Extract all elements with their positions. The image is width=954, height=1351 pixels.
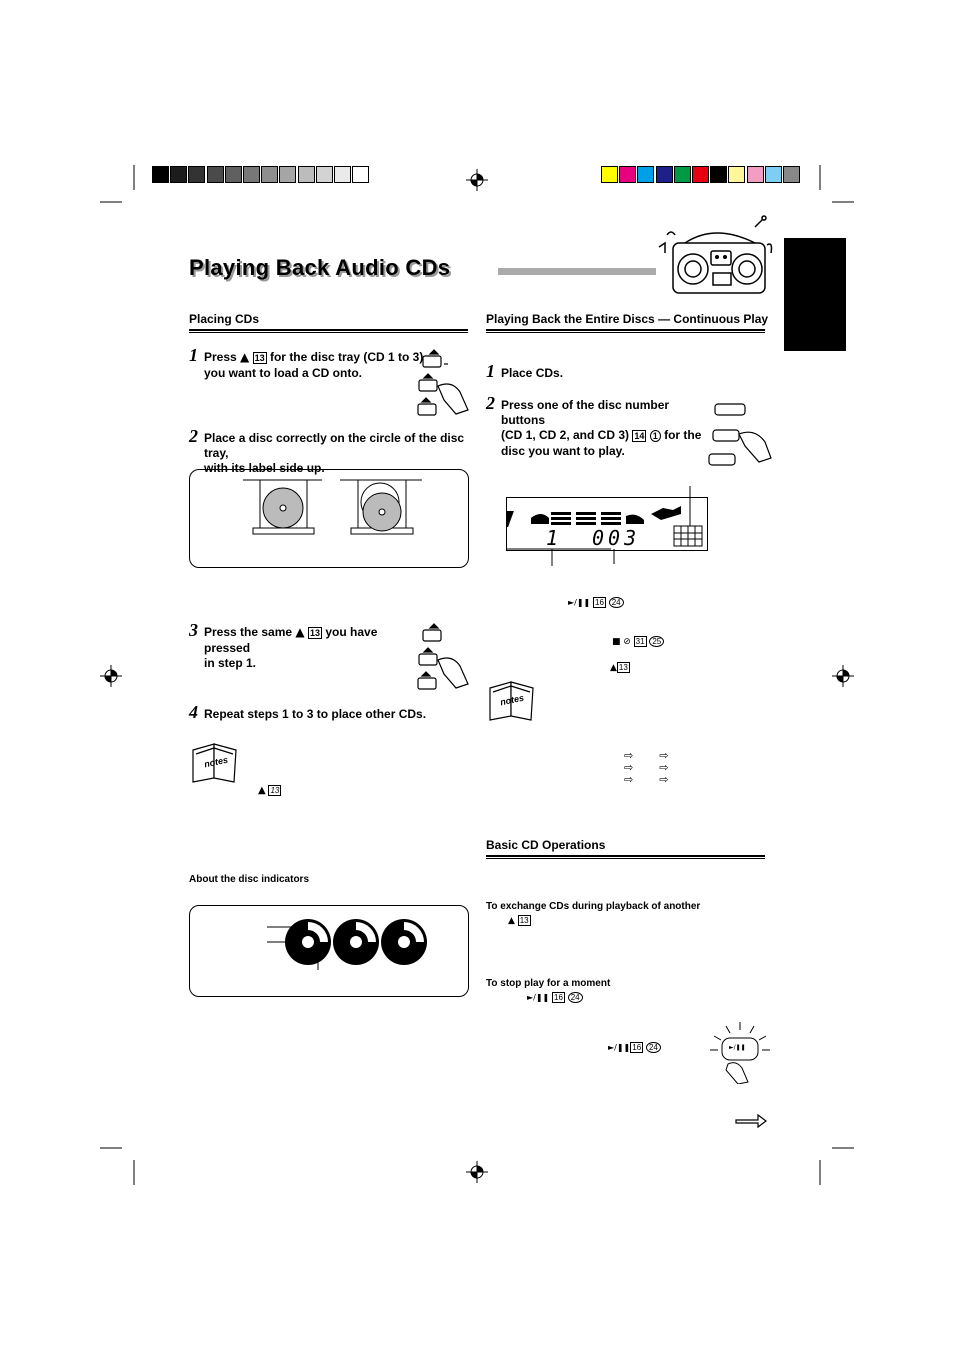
step-number: 1 bbox=[486, 361, 495, 381]
color-swatch bbox=[152, 166, 169, 183]
continuous-play-heading: Playing Back the Entire Discs — Continuous Play bbox=[486, 312, 769, 326]
color-swatch bbox=[170, 166, 187, 183]
step-4-text: Repeat steps 1 to 3 to place other CDs. bbox=[204, 707, 427, 721]
color-swatch bbox=[692, 166, 709, 183]
step-number: 2 bbox=[189, 426, 198, 446]
color-swatch bbox=[225, 166, 242, 183]
disc-number-buttons-illustration bbox=[705, 400, 775, 470]
disc-tray-illustration bbox=[240, 478, 430, 538]
color-swatch bbox=[334, 166, 351, 183]
color-swatch bbox=[261, 166, 278, 183]
step-number: 3 bbox=[189, 620, 198, 640]
step-3-text: Press the same ▲ 13 you have pressed in step 1. bbox=[204, 625, 378, 670]
step-number: 4 bbox=[189, 702, 198, 722]
notes-label: notes bbox=[499, 692, 525, 708]
color-swatch bbox=[783, 166, 800, 183]
eject-ref: ▲ 13 bbox=[610, 663, 628, 673]
page-title: Playing Back Audio CDs bbox=[189, 255, 451, 280]
eject-buttons-illustration bbox=[414, 346, 470, 418]
disc-indicators-illustration bbox=[262, 912, 432, 982]
color-swatch bbox=[728, 166, 745, 183]
color-swatch bbox=[619, 166, 636, 183]
color-swatch bbox=[710, 166, 727, 183]
title-bar bbox=[498, 268, 656, 275]
stop-moment-heading: To stop play for a moment bbox=[486, 978, 611, 989]
notes-label: notes bbox=[203, 754, 229, 770]
step-number: 1 bbox=[189, 345, 198, 365]
color-swatch bbox=[188, 166, 205, 183]
eject-buttons-illustration bbox=[414, 620, 470, 692]
color-swatch bbox=[747, 166, 764, 183]
color-swatch bbox=[601, 166, 618, 183]
placing-cds-heading: Placing CDs bbox=[189, 312, 260, 326]
play-pause-button-label: ►/❚❚ bbox=[729, 1044, 746, 1051]
boombox-illustration bbox=[655, 215, 775, 300]
continue-arrow-icon bbox=[734, 1112, 768, 1130]
resume-ref: ►/❚❚ 16 24 bbox=[608, 1041, 661, 1054]
exchange-cds-heading: To exchange CDs during playback of another bbox=[486, 901, 701, 912]
language-tab bbox=[784, 238, 846, 351]
play-pause-button-illustration bbox=[706, 1020, 774, 1084]
notes-eject-ref: ▲ 13 bbox=[258, 785, 280, 796]
disc-indicators-heading: About the disc indicators bbox=[189, 874, 310, 885]
color-swatch bbox=[243, 166, 260, 183]
stop-moment-ref: ►/❚❚ 16 24 bbox=[527, 991, 583, 1004]
color-swatch bbox=[279, 166, 296, 183]
color-swatch bbox=[352, 166, 369, 183]
color-swatch bbox=[765, 166, 782, 183]
color-swatch bbox=[207, 166, 224, 183]
sequence-arrows: ⇨ ⇨ ⇨ ⇨ ⇨ ⇨ bbox=[624, 749, 669, 786]
color-swatch bbox=[637, 166, 654, 183]
step-2-text: Place a disc correctly on the circle of the disc tray, with its label side up. bbox=[204, 431, 465, 475]
basic-cd-operations-heading: Basic CD Operations bbox=[486, 838, 606, 852]
exchange-eject-ref: ▲ 13 bbox=[508, 916, 529, 926]
play-pause-ref: ►/❚❚ 16 24 bbox=[568, 596, 624, 609]
display-disc-number: 1 bbox=[546, 526, 559, 550]
step-1-text: Place CDs. bbox=[501, 366, 564, 380]
color-swatch bbox=[656, 166, 673, 183]
stop-ref: ■ ⊘ 31 25 bbox=[612, 635, 664, 649]
step-number: 2 bbox=[486, 393, 495, 413]
display-track-number: 003 bbox=[592, 526, 641, 550]
step-2-text: Press one of the disc number buttons (CD 1, CD 2, and CD 3) 14 1 for the disc you want to play. bbox=[501, 398, 702, 458]
color-swatch bbox=[316, 166, 333, 183]
color-swatch bbox=[298, 166, 315, 183]
step-1-text: Press ▲ 13 for the disc tray (CD 1 to 3) you want to load a CD onto. bbox=[204, 350, 424, 380]
color-swatch bbox=[674, 166, 691, 183]
